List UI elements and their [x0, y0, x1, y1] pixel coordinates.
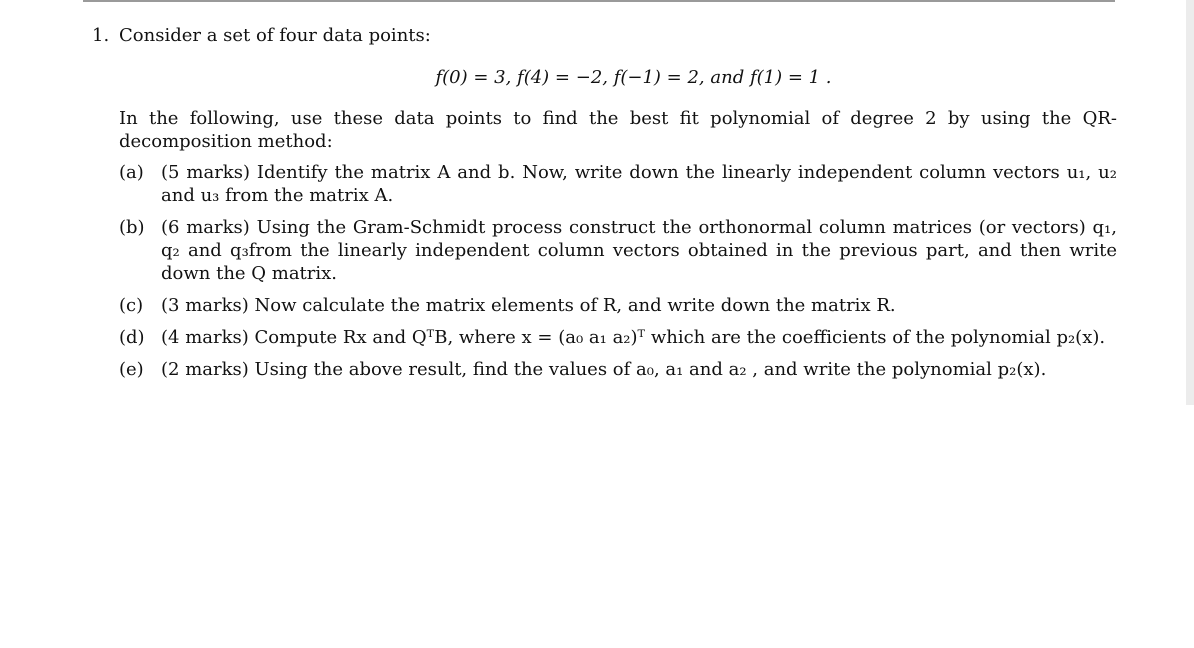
part-label: (c)	[119, 295, 144, 316]
part-body	[161, 161, 1117, 207]
part-text: Now calculate the matrix elements of R, and write down the matrix R.	[254, 295, 896, 316]
question-heading-row	[92, 24, 1117, 47]
part-body	[161, 294, 1117, 317]
part-text: Using the Gram-Schmidt process construct the orthonormal column matrices (or vectors) q₁, q₂ and q₃from the linearly independent column vectors obtained in the previous part, and then write down the Q matrix.	[161, 217, 1117, 284]
question-sheet	[92, 24, 1117, 390]
part-marks: (5 marks)	[161, 162, 250, 183]
part-d	[119, 326, 1117, 349]
data-points-formula: f(0) = 3, f(4) = −2, f(−1) = 2, and f(1) = 1 .	[435, 67, 832, 88]
question-heading: Consider a set of four data points:	[119, 25, 431, 46]
part-marks: (6 marks)	[161, 217, 250, 238]
part-marks: (3 marks)	[161, 295, 249, 316]
part-body	[161, 358, 1117, 381]
part-body	[161, 216, 1117, 285]
part-marks: (4 marks)	[161, 327, 249, 348]
scrollbar-shade	[1186, 0, 1194, 405]
part-label: (b)	[119, 217, 145, 238]
part-a	[119, 161, 1117, 207]
part-marks: (2 marks)	[161, 359, 249, 380]
question-number: 1.	[92, 25, 110, 46]
part-label: (a)	[119, 162, 144, 183]
part-label: (d)	[119, 327, 145, 348]
part-body	[161, 326, 1117, 349]
part-c	[119, 294, 1117, 317]
part-text: Compute Rx and QᵀB, where x = (a₀ a₁ a₂)ᵀ which are the coefficients of the polynomial p₂(x).	[254, 327, 1106, 348]
part-text: Identify the matrix A and b. Now, write down the linearly independent column vectors u₁, u₂ and u₃ from the matrix A.	[161, 162, 1117, 206]
top-rule	[83, 0, 1115, 2]
part-label: (e)	[119, 359, 144, 380]
part-text: Using the above result, find the values of a₀, a₁ and a₂ , and write the polynomial p₂(x).	[254, 359, 1047, 380]
question-parts	[119, 161, 1117, 381]
part-e	[119, 358, 1117, 381]
question-intro: In the following, use these data points to find the best fit polynomial of degree 2 by using the QR-decomposition method:	[119, 108, 1117, 152]
part-b	[119, 216, 1117, 285]
